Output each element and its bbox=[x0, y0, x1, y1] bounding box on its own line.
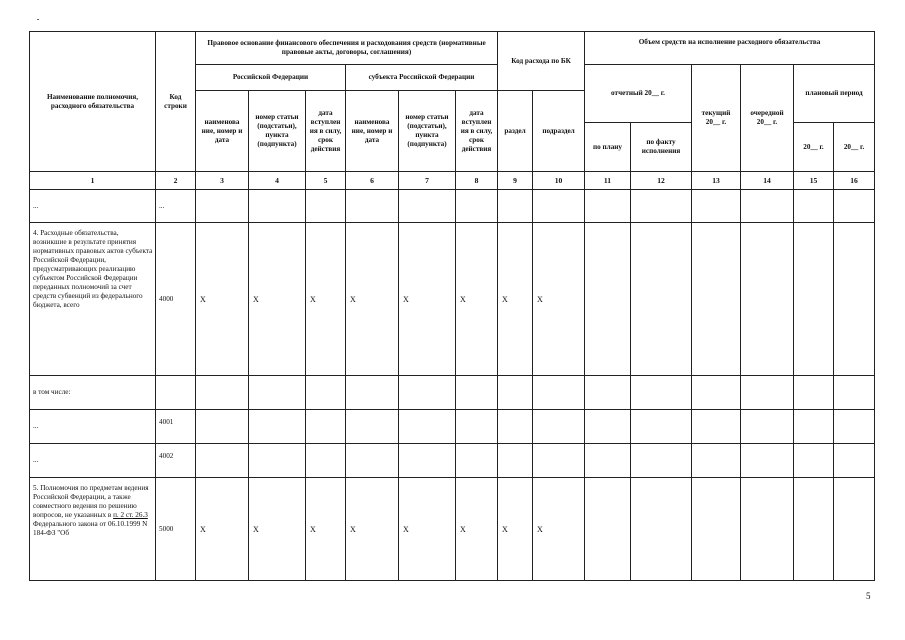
x-mark: X bbox=[498, 478, 533, 581]
row5-name-pre: 5. Полномочия по предметам ведения Российской Федерации, а также совместного ведения по решению вопросов, не указанных в bbox=[33, 484, 149, 519]
row-name: ... bbox=[30, 444, 156, 478]
col-number: 2 bbox=[156, 172, 196, 190]
header-act-name-subject: наименова ние, номер и дата bbox=[346, 91, 399, 172]
row-name: в том числе: bbox=[30, 376, 156, 410]
x-mark: X bbox=[533, 223, 585, 376]
table-row bbox=[30, 410, 875, 444]
header-funds-volume: Объем средств на исполнение расходного обязательства bbox=[585, 32, 875, 65]
header-by-plan: по плану bbox=[585, 123, 631, 172]
header-effective-date-rf: дата вступлен ия в силу, срок действия bbox=[306, 91, 346, 172]
expense-obligations-table bbox=[29, 31, 875, 581]
x-mark: X bbox=[498, 223, 533, 376]
col-number: 4 bbox=[249, 172, 306, 190]
header-effective-date-subject: дата вступлен ия в силу, срок действия bbox=[456, 91, 498, 172]
x-mark: X bbox=[456, 478, 498, 581]
col-number: 3 bbox=[196, 172, 249, 190]
table-row bbox=[30, 478, 875, 581]
col-number: 6 bbox=[346, 172, 399, 190]
header-planning-period: плановый период bbox=[794, 65, 875, 123]
header-reporting-year: отчетный 20__ г. bbox=[585, 65, 692, 123]
x-mark: X bbox=[399, 478, 456, 581]
row-code: ... bbox=[156, 190, 196, 223]
header-plan-year-a: 20__ г. bbox=[794, 123, 834, 172]
row-name: ... bbox=[30, 190, 156, 223]
x-mark: X bbox=[196, 478, 249, 581]
x-mark: X bbox=[399, 223, 456, 376]
col-number: 11 bbox=[585, 172, 631, 190]
x-mark: X bbox=[196, 223, 249, 376]
col-number: 1 bbox=[30, 172, 156, 190]
row-name bbox=[30, 478, 156, 581]
header-name: Наименование полномочия, расходного обязательства bbox=[30, 32, 156, 172]
x-mark: X bbox=[306, 223, 346, 376]
header-code: Код строки bbox=[156, 32, 196, 172]
header-legal-basis: Правовое основание финансового обеспечения и расходования средств (нормативные правовые акты, договоры, соглашения) bbox=[196, 32, 498, 65]
header-article-rf: номер статьи (подстатьи), пункта (подпункта) bbox=[249, 91, 306, 172]
x-mark: X bbox=[346, 223, 399, 376]
page-number: 5 bbox=[866, 591, 871, 601]
x-mark: X bbox=[249, 478, 306, 581]
col-number: 12 bbox=[631, 172, 692, 190]
row-name: 4. Расходные обязательства, возникшие в результате принятия нормативных правовых актов субъекта Российской Федерации, предусматривающих реализацию субъектом Российской Федерации переданных полномочий за счет средств субвенций из федерального бюджета, всего bbox=[30, 223, 156, 376]
table-row bbox=[30, 223, 875, 376]
x-mark: X bbox=[346, 478, 399, 581]
col-number: 8 bbox=[456, 172, 498, 190]
x-mark: X bbox=[306, 478, 346, 581]
col-number: 13 bbox=[692, 172, 741, 190]
scan-speck bbox=[37, 19, 39, 20]
header-rf: Российской Федерации bbox=[196, 65, 346, 91]
col-number: 10 bbox=[533, 172, 585, 190]
col-number: 7 bbox=[399, 172, 456, 190]
header-plan-year-b: 20__ г. bbox=[834, 123, 875, 172]
col-number: 5 bbox=[306, 172, 346, 190]
header-next-year: очередной 20__ г. bbox=[741, 65, 794, 172]
row-code: 4001 bbox=[156, 410, 196, 444]
header-article-subject: номер статьи (подстатьи), пункта (подпункта) bbox=[399, 91, 456, 172]
law-reference-link[interactable]: п. 2 ст. 26.3 bbox=[113, 511, 148, 519]
header-actual: по факту исполнения bbox=[631, 123, 692, 172]
x-mark: X bbox=[456, 223, 498, 376]
row-code: 4002 bbox=[156, 444, 196, 478]
header-section: раздел bbox=[498, 91, 533, 172]
column-numbers-row bbox=[30, 172, 875, 190]
header-subject-rf: субъекта Российской Федерации bbox=[346, 65, 498, 91]
header-current-year: текущий 20__ г. bbox=[692, 65, 741, 172]
header-act-name-rf: наименова ние, номер и дата bbox=[196, 91, 249, 172]
table-row bbox=[30, 376, 875, 410]
table-row bbox=[30, 190, 875, 223]
header-subsection: подраздел bbox=[533, 91, 585, 172]
x-mark: X bbox=[249, 223, 306, 376]
col-number: 9 bbox=[498, 172, 533, 190]
row-name: ... bbox=[30, 410, 156, 444]
x-mark: X bbox=[533, 478, 585, 581]
col-number: 14 bbox=[741, 172, 794, 190]
header-bk-code: Код расхода по БК bbox=[498, 32, 585, 91]
row5-name-post: Федерального закона от 06.10.1999 N 184-ФЗ "Об bbox=[33, 520, 148, 537]
col-number: 16 bbox=[834, 172, 875, 190]
row-code: 4000 bbox=[156, 223, 196, 376]
table-row bbox=[30, 444, 875, 478]
col-number: 15 bbox=[794, 172, 834, 190]
row-code: 5000 bbox=[156, 478, 196, 581]
